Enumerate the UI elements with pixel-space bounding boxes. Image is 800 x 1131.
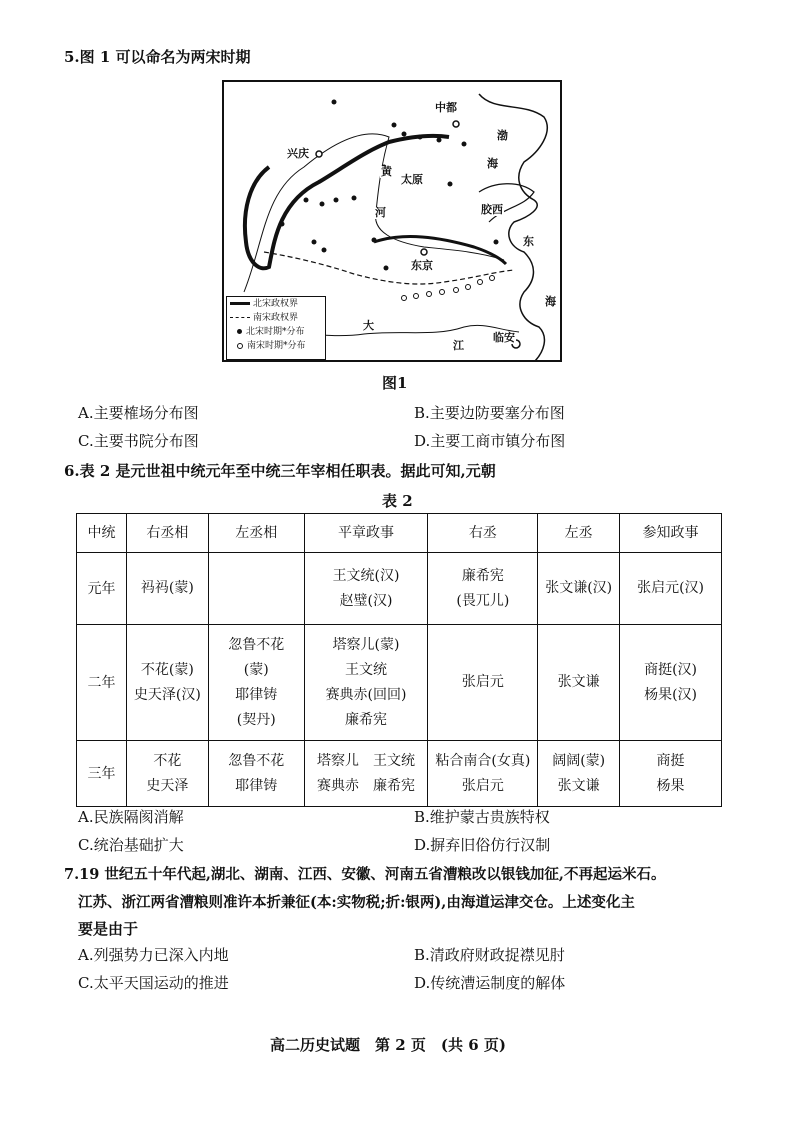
figure-1-caption: 图1: [382, 374, 408, 392]
ss-dot: [466, 285, 471, 290]
table-cell: 廉希宪 (畏兀儿): [428, 553, 538, 625]
map-label-dongjing: 东京: [411, 259, 433, 272]
ss-dot: [478, 280, 483, 285]
q5-stem: 5.图 1 可以命名为两宋时期: [64, 48, 251, 66]
ss-dot: [414, 294, 419, 299]
q6-option-c: C.统治基础扩大: [78, 836, 184, 854]
northern-song-border-east: [374, 237, 506, 264]
table-cell: 忽鲁不花 耶律铸: [208, 741, 304, 807]
q5-option-d: D.主要工商市镇分布图: [414, 432, 566, 450]
table-cell: 祃祃(蒙): [126, 553, 208, 625]
map-label-jiaoxi: 胶西: [481, 203, 503, 216]
xingqing-marker: [316, 151, 322, 157]
map-label-taiyuan: 太原: [401, 173, 423, 186]
table-cell: 张启元(汉): [620, 553, 722, 625]
table-cell: 不花(蒙) 史天泽(汉): [126, 625, 208, 741]
table-cell: 商挺(汉) 杨果(汉): [620, 625, 722, 741]
map-label-dong: 东: [523, 235, 534, 248]
table-cell: 王文统(汉) 赵璧(汉): [304, 553, 428, 625]
table-row: [77, 741, 722, 807]
q6-option-b: B.维护蒙古贵族特权: [414, 808, 550, 826]
table-cell: 阔阔(蒙) 张文谦: [538, 741, 620, 807]
table-header-row: [77, 514, 722, 553]
header-cell: 参知政事: [620, 514, 722, 553]
ns-dot: [334, 198, 339, 203]
ns-dot: [322, 248, 327, 253]
table-2: [76, 513, 722, 807]
map-label-hai1: 海: [487, 157, 498, 170]
ns-dot: [448, 182, 453, 187]
southern-song-border: [264, 252, 514, 284]
q5-option-b: B.主要边防要塞分布图: [414, 404, 565, 422]
table-cell: 忽鲁不花 (蒙) 耶律铸 (契丹): [208, 625, 304, 741]
ss-dot: [427, 292, 432, 297]
header-cell: 平章政事: [304, 514, 428, 553]
map-label-hai2: 海: [545, 295, 556, 308]
ns-dot: [437, 138, 442, 143]
ns-dot: [462, 142, 467, 147]
table-row: [77, 625, 722, 741]
header-cell: 右丞相: [126, 514, 208, 553]
table-cell: 张文谦: [538, 625, 620, 741]
table-cell: 商挺 杨果: [620, 741, 722, 807]
table-2-title: 表 2: [382, 492, 413, 510]
map-label-jiang: 江: [453, 339, 464, 352]
ns-dot: [494, 240, 499, 245]
ns-dot: [384, 266, 389, 271]
q7-option-c: C.太平天国运动的推进: [78, 974, 229, 992]
zhongdu-marker: [453, 121, 459, 127]
table-row: [77, 553, 722, 625]
legend-south-border: 南宋政权界: [227, 311, 325, 325]
map-label-huang: 黄: [381, 165, 392, 178]
legend-north-border: 北宋政权界: [227, 297, 325, 311]
ns-dot: [312, 240, 317, 245]
ss-dot: [402, 296, 407, 301]
ns-dot: [320, 202, 325, 207]
table-cell: 粘合南合(女真) 张启元: [428, 741, 538, 807]
page-footer: 高二历史试题 第 2 页 (共 6 页): [270, 1036, 506, 1054]
q5-option-a: A.主要榷场分布图: [78, 404, 199, 422]
q7-option-b: B.清政府财政捉襟见肘: [414, 946, 565, 964]
ss-dot: [490, 276, 495, 281]
ns-dot: [280, 222, 285, 227]
q7-option-a: A.列强势力已深入内地: [78, 946, 229, 964]
ns-dot: [392, 123, 397, 128]
map-legend: [226, 296, 326, 360]
q7-option-d: D.传统漕运制度的解体: [414, 974, 566, 992]
q7-stem-line1: 7.19 世纪五十年代起,湖北、湖南、江西、安徽、河南五省漕粮改以银钱加征,不再起运米石。: [64, 866, 666, 883]
table-cell: 张文谦(汉): [538, 553, 620, 625]
map-label-linan: 临安: [493, 331, 515, 344]
northern-song-border: [245, 136, 449, 268]
q6-stem: 6.表 2 是元世祖中统元年至中统三年宰相任职表。据此可知,元朝: [64, 462, 496, 480]
table-cell: [208, 553, 304, 625]
year-cell: 元年: [77, 553, 127, 625]
ss-dot: [454, 288, 459, 293]
ns-dot: [352, 196, 357, 201]
map-label-da: 大: [363, 319, 374, 332]
legend-north-dist: 北宋时期*分布: [227, 325, 325, 339]
table-cell: 塔察儿 王文统 赛典赤 廉希宪: [304, 741, 428, 807]
ss-dot: [440, 290, 445, 295]
header-cell: 中统: [77, 514, 127, 553]
table-cell: 塔察儿(蒙) 王文统 赛典赤(回回) 廉希宪: [304, 625, 428, 741]
ns-dot: [402, 132, 407, 137]
map-label-zhongdu: 中都: [435, 101, 457, 114]
figure-1-map: [222, 80, 562, 362]
q7-stem-line3: 要是由于: [78, 920, 139, 938]
legend-south-dist: 南宋时期*分布: [227, 339, 325, 353]
table-cell: 张启元: [428, 625, 538, 741]
ns-dot: [372, 238, 377, 243]
dongjing-marker: [421, 249, 427, 255]
table-cell: 不花 史天泽: [126, 741, 208, 807]
ns-dot: [304, 198, 309, 203]
q6-option-d: D.摒弃旧俗仿行汉制: [414, 836, 551, 854]
year-cell: 三年: [77, 741, 127, 807]
q5-option-c: C.主要书院分布图: [78, 432, 199, 450]
map-label-bo: 渤: [497, 129, 508, 142]
ns-dot: [418, 135, 423, 140]
q7-stem-line2: 江苏、浙江两省漕粮则准许本折兼征(本:实物税;折:银两),由海道运津交仓。上述变化主: [78, 894, 635, 911]
header-cell: 左丞相: [208, 514, 304, 553]
map-label-xingqing: 兴庆: [287, 147, 309, 160]
header-cell: 右丞: [428, 514, 538, 553]
map-label-he: 河: [375, 206, 386, 219]
year-cell: 二年: [77, 625, 127, 741]
header-cell: 左丞: [538, 514, 620, 553]
ns-dot: [332, 100, 337, 105]
coastline: [479, 94, 547, 362]
q6-option-a: A.民族隔阂消解: [78, 808, 184, 826]
